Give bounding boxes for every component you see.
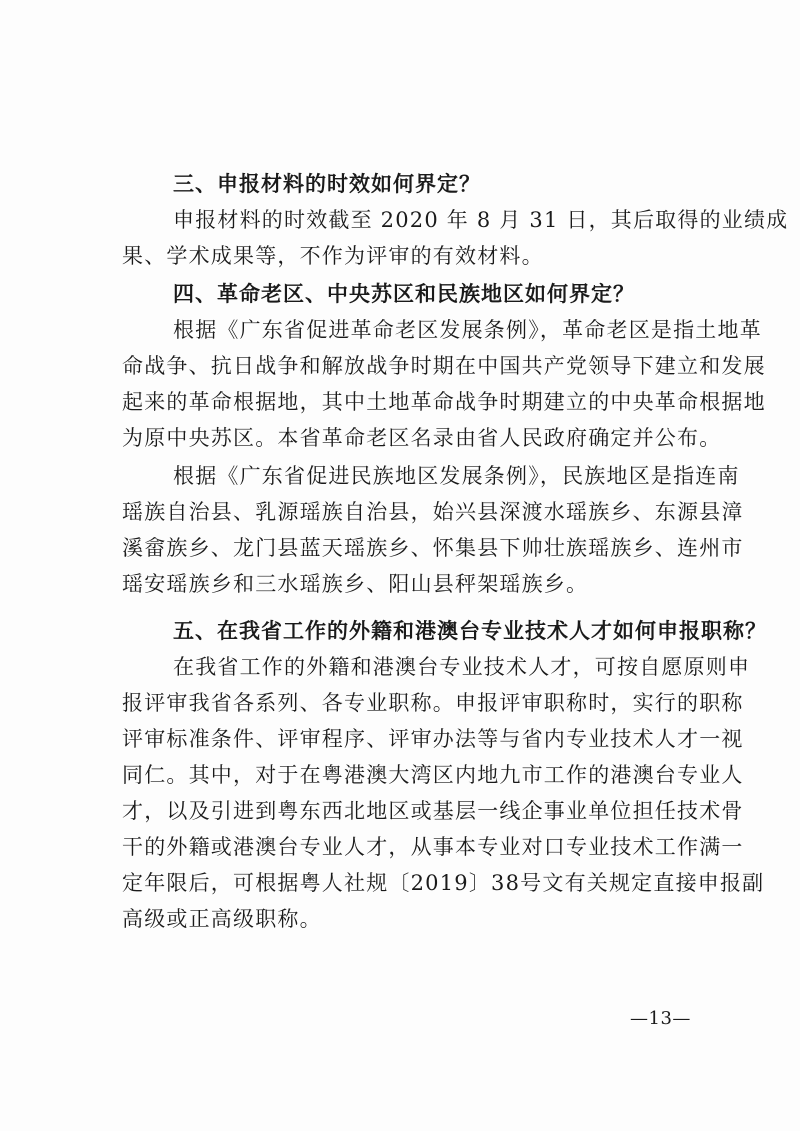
paragraph-line: 高级或正高级职称。 — [122, 907, 322, 931]
paragraph-line: 瑶安瑶族乡和三水瑶族乡、阳山县秤架瑶族乡。 — [122, 572, 589, 596]
paragraph-line: 根据《广东省促进革命老区发展条例》，革命老区是指土地革 — [173, 318, 762, 342]
paragraph-line: 报评审我省各系列、各专业职称。申报评审职称时，实行的职称 — [122, 691, 744, 715]
page-number: —13— — [630, 1008, 691, 1029]
paragraph-line: 命战争、抗日战争和解放战争时期在中国共产党领导下建立和发展 — [122, 354, 766, 378]
paragraph-line: 定年限后，可根据粤人社规〔2019〕38号文有关规定直接申报副 — [122, 871, 765, 895]
paragraph-line: 同仁。其中，对于在粤港澳大湾区内地九市工作的港澳台专业人 — [122, 763, 744, 787]
paragraph-line: 为原中央苏区。本省革命老区名录由省人民政府确定并公布。 — [122, 426, 722, 450]
paragraph-line: 干的外籍或港澳台专业人才，从事本专业对口专业技术工作满一 — [122, 835, 744, 859]
paragraph-line: 根据《广东省促进民族地区发展条例》，民族地区是指连南 — [173, 464, 740, 488]
paragraph-line: 果、学术成果等，不作为评审的有效材料。 — [122, 244, 544, 268]
paragraph-line: 才，以及引进到粤东西北地区或基层一线企事业单位担任技术骨 — [122, 799, 744, 823]
section-heading-4: 四、革命老区、中央苏区和民族地区如何界定？ — [173, 282, 635, 306]
paragraph-line: 瑶族自治县、乳源瑶族自治县，始兴县深渡水瑶族乡、东源县漳 — [122, 500, 744, 524]
paragraph-line: 起来的革命根据地，其中土地革命战争时期建立的中央革命根据地 — [122, 390, 766, 414]
section-heading-3: 三、申报材料的时效如何界定？ — [173, 172, 481, 196]
paragraph-line: 评审标准条件、评审程序、评审办法等与省内专业技术人才一视 — [122, 727, 744, 751]
section-heading-5: 五、在我省工作的外籍和港澳台专业技术人才如何申报职称？ — [173, 619, 767, 643]
paragraph-line: 申报材料的时效截至 2020 年 8 月 31 日，其后取得的业绩成 — [173, 208, 789, 232]
paragraph-line: 在我省工作的外籍和港澳台专业技术人才，可按自愿原则申 — [173, 655, 751, 679]
paragraph-line: 溪畲族乡、龙门县蓝天瑶族乡、怀集县下帅壮族瑶族乡、连州市 — [122, 536, 744, 560]
